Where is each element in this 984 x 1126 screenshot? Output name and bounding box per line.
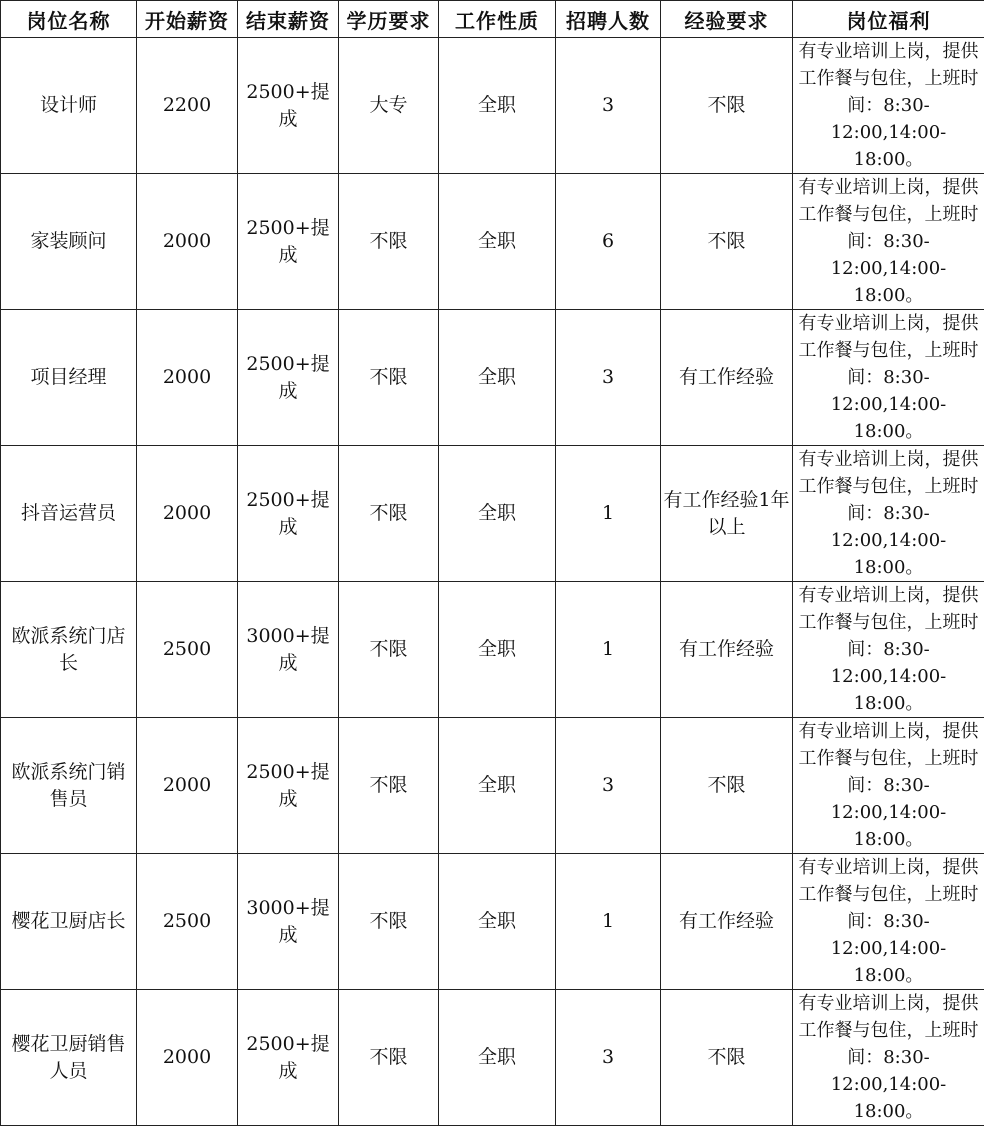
table-row [1, 990, 984, 1126]
cell-end-salary: 2500+提成 [238, 446, 339, 582]
cell-job-type: 全职 [439, 446, 556, 582]
cell-benefits: 有专业培训上岗，提供工作餐与包住，上班时间：8:30-12:00,14:00-18:00。 [793, 446, 984, 582]
cell-job-type: 全职 [439, 310, 556, 446]
cell-benefits: 有专业培训上岗，提供工作餐与包住，上班时间：8:30-12:00,14:00-18:00。 [793, 310, 984, 446]
cell-education: 不限 [339, 174, 439, 310]
cell-end-salary: 2500+提成 [238, 174, 339, 310]
cell-experience: 不限 [661, 718, 793, 854]
header-start-salary: 开始薪资 [137, 1, 238, 38]
cell-end-salary: 3000+提成 [238, 582, 339, 718]
header-job-type: 工作性质 [439, 1, 556, 38]
cell-start-salary: 2200 [137, 38, 238, 174]
header-education: 学历要求 [339, 1, 439, 38]
cell-start-salary: 2000 [137, 310, 238, 446]
cell-end-salary: 2500+提成 [238, 38, 339, 174]
cell-start-salary: 2500 [137, 854, 238, 990]
cell-experience: 有工作经验 [661, 582, 793, 718]
cell-position-name: 抖音运营员 [1, 446, 137, 582]
cell-position-name: 设计师 [1, 38, 137, 174]
header-experience: 经验要求 [661, 1, 793, 38]
cell-job-type: 全职 [439, 990, 556, 1126]
cell-start-salary: 2000 [137, 174, 238, 310]
cell-position-name: 樱花卫厨店长 [1, 854, 137, 990]
table-row [1, 582, 984, 718]
cell-benefits: 有专业培训上岗，提供工作餐与包住，上班时间：8:30-12:00,14:00-18:00。 [793, 582, 984, 718]
header-end-salary: 结束薪资 [238, 1, 339, 38]
cell-end-salary: 2500+提成 [238, 310, 339, 446]
table-header-row [1, 1, 984, 38]
header-headcount: 招聘人数 [556, 1, 661, 38]
cell-position-name: 家装顾问 [1, 174, 137, 310]
header-position-name: 岗位名称 [1, 1, 137, 38]
cell-benefits: 有专业培训上岗，提供工作餐与包住，上班时间：8:30-12:00,14:00-18:00。 [793, 38, 984, 174]
cell-job-type: 全职 [439, 718, 556, 854]
cell-benefits: 有专业培训上岗，提供工作餐与包住，上班时间：8:30-12:00,14:00-18:00。 [793, 718, 984, 854]
cell-headcount: 3 [556, 718, 661, 854]
cell-end-salary: 2500+提成 [238, 990, 339, 1126]
cell-position-name: 欧派系统门店长 [1, 582, 137, 718]
cell-headcount: 1 [556, 854, 661, 990]
cell-experience: 有工作经验 [661, 854, 793, 990]
cell-education: 不限 [339, 582, 439, 718]
table-row [1, 310, 984, 446]
table-row [1, 854, 984, 990]
cell-start-salary: 2000 [137, 990, 238, 1126]
cell-headcount: 1 [556, 582, 661, 718]
cell-experience: 不限 [661, 990, 793, 1126]
cell-benefits: 有专业培训上岗，提供工作餐与包住，上班时间：8:30-12:00,14:00-18:00。 [793, 990, 984, 1126]
cell-job-type: 全职 [439, 174, 556, 310]
cell-end-salary: 3000+提成 [238, 854, 339, 990]
cell-benefits: 有专业培训上岗，提供工作餐与包住，上班时间：8:30-12:00,14:00-18:00。 [793, 854, 984, 990]
cell-education: 不限 [339, 854, 439, 990]
cell-position-name: 项目经理 [1, 310, 137, 446]
cell-position-name: 欧派系统门销售员 [1, 718, 137, 854]
cell-education: 不限 [339, 310, 439, 446]
cell-education: 不限 [339, 718, 439, 854]
cell-end-salary: 2500+提成 [238, 718, 339, 854]
cell-headcount: 3 [556, 310, 661, 446]
cell-start-salary: 2000 [137, 718, 238, 854]
cell-job-type: 全职 [439, 854, 556, 990]
cell-headcount: 1 [556, 446, 661, 582]
table-row [1, 174, 984, 310]
header-benefits: 岗位福利 [793, 1, 984, 38]
cell-headcount: 3 [556, 990, 661, 1126]
cell-experience: 有工作经验1年以上 [661, 446, 793, 582]
cell-education: 不限 [339, 990, 439, 1126]
cell-experience: 有工作经验 [661, 310, 793, 446]
cell-headcount: 3 [556, 38, 661, 174]
cell-job-type: 全职 [439, 38, 556, 174]
cell-education: 大专 [339, 38, 439, 174]
cell-position-name: 樱花卫厨销售人员 [1, 990, 137, 1126]
cell-job-type: 全职 [439, 582, 556, 718]
cell-experience: 不限 [661, 38, 793, 174]
cell-education: 不限 [339, 446, 439, 582]
cell-experience: 不限 [661, 174, 793, 310]
cell-start-salary: 2500 [137, 582, 238, 718]
cell-headcount: 6 [556, 174, 661, 310]
table-row [1, 38, 984, 174]
table-row [1, 718, 984, 854]
cell-start-salary: 2000 [137, 446, 238, 582]
cell-benefits: 有专业培训上岗，提供工作餐与包住，上班时间：8:30-12:00,14:00-18:00。 [793, 174, 984, 310]
table-row [1, 446, 984, 582]
